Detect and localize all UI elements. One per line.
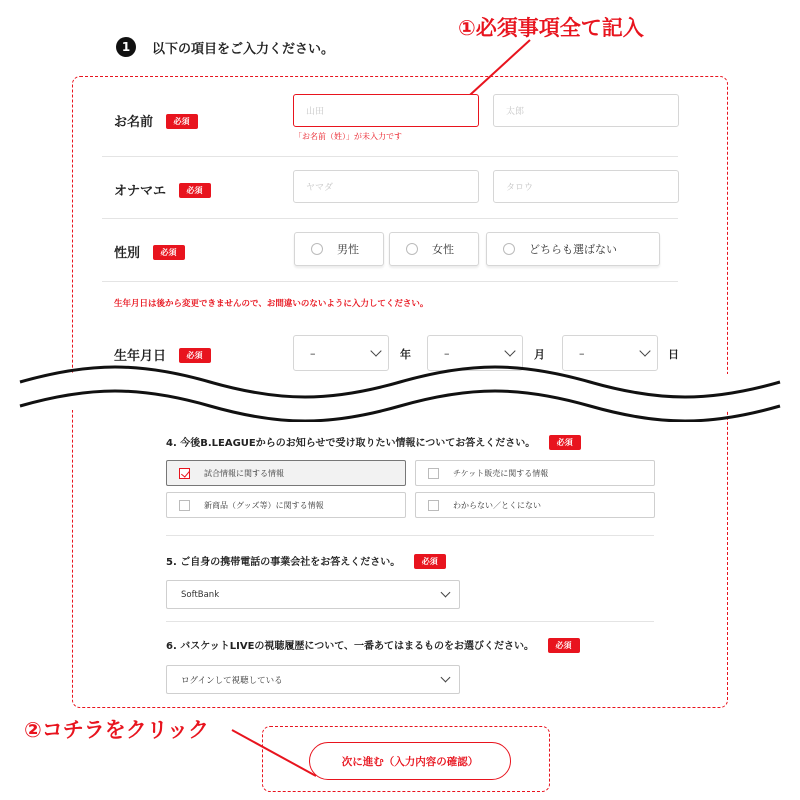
last-name-error: 「お名前（姓）」が未入力です — [294, 132, 402, 141]
q6-title: 6. バスケットLIVEの視聴履歴について、一番あてはまるものをお選びください。 必須 — [166, 637, 580, 653]
required-badge: 必須 — [166, 114, 198, 129]
annotation-step1: ①必須事項全て記入 — [458, 16, 644, 40]
checkbox-checked-icon — [179, 468, 190, 479]
viewing-history-select[interactable]: ログインして視聴している — [166, 665, 460, 694]
birth-label: 生年月日 必須 — [114, 345, 211, 364]
divider — [166, 621, 654, 622]
q4-option-game-info[interactable]: 試合情報に関する情報 — [166, 460, 406, 486]
birth-year-select[interactable]: – — [293, 335, 389, 371]
first-name-input[interactable]: 太郎 — [493, 94, 679, 127]
birth-day-select[interactable]: – — [562, 335, 658, 371]
required-badge: 必須 — [414, 554, 446, 569]
required-badge: 必須 — [179, 183, 211, 198]
q4-option-none[interactable]: わからない／とくにない — [415, 492, 655, 518]
checkbox-icon — [428, 468, 439, 479]
divider — [102, 281, 678, 282]
checkbox-icon — [428, 500, 439, 511]
next-button[interactable]: 次に進む（入力内容の確認） — [309, 742, 511, 780]
chevron-down-icon — [639, 345, 650, 356]
gender-option-none[interactable]: どちらも選ばない — [486, 232, 660, 266]
month-unit: 月 — [534, 348, 545, 361]
chevron-down-icon — [504, 345, 515, 356]
name-label: お名前 必須 — [114, 111, 198, 130]
chevron-down-icon — [441, 672, 451, 682]
radio-circle-icon — [406, 243, 418, 255]
birth-notice: 生年月日は後から変更できませんので、お間違いのないように入力してください。 — [114, 299, 429, 309]
required-badge: 必須 — [153, 245, 185, 260]
q4-option-goods-info[interactable]: 新商品（グッズ等）に関する情報 — [166, 492, 406, 518]
chevron-down-icon — [441, 587, 451, 597]
first-name-kana-input[interactable]: タロウ — [493, 170, 679, 203]
section-title: 以下の項目をご入力ください。 — [152, 42, 335, 57]
content-break-wave — [0, 362, 800, 422]
divider — [102, 218, 678, 219]
annotation-step2: ②コチラをクリック — [24, 718, 209, 742]
gender-option-male[interactable]: 男性 — [294, 232, 384, 266]
gender-option-female[interactable]: 女性 — [389, 232, 479, 266]
day-unit: 日 — [668, 348, 679, 361]
q4-title: 4. 今後B.LEAGUEからのお知らせで受け取りたい情報についてお答えください。 必須 — [166, 434, 581, 450]
required-badge: 必須 — [548, 638, 580, 653]
gender-label: 性別 必須 — [114, 242, 185, 261]
checkbox-icon — [179, 500, 190, 511]
chevron-down-icon — [370, 345, 381, 356]
step-number-badge: 1 — [116, 37, 136, 57]
q5-title: 5. ご自身の携帯電話の事業会社をお答えください。 必須 — [166, 553, 446, 569]
last-name-input[interactable]: 山田 — [293, 94, 479, 127]
divider — [102, 156, 678, 157]
last-name-kana-input[interactable]: ヤマダ — [293, 170, 479, 203]
radio-circle-icon — [503, 243, 515, 255]
kana-label: オナマエ 必須 — [114, 180, 211, 199]
carrier-select[interactable]: SoftBank — [166, 580, 460, 609]
q4-option-ticket-info[interactable]: チケット販売に関する情報 — [415, 460, 655, 486]
year-unit: 年 — [400, 348, 411, 361]
divider — [166, 535, 654, 536]
required-badge: 必須 — [179, 348, 211, 363]
birth-month-select[interactable]: – — [427, 335, 523, 371]
radio-circle-icon — [311, 243, 323, 255]
required-badge: 必須 — [549, 435, 581, 450]
